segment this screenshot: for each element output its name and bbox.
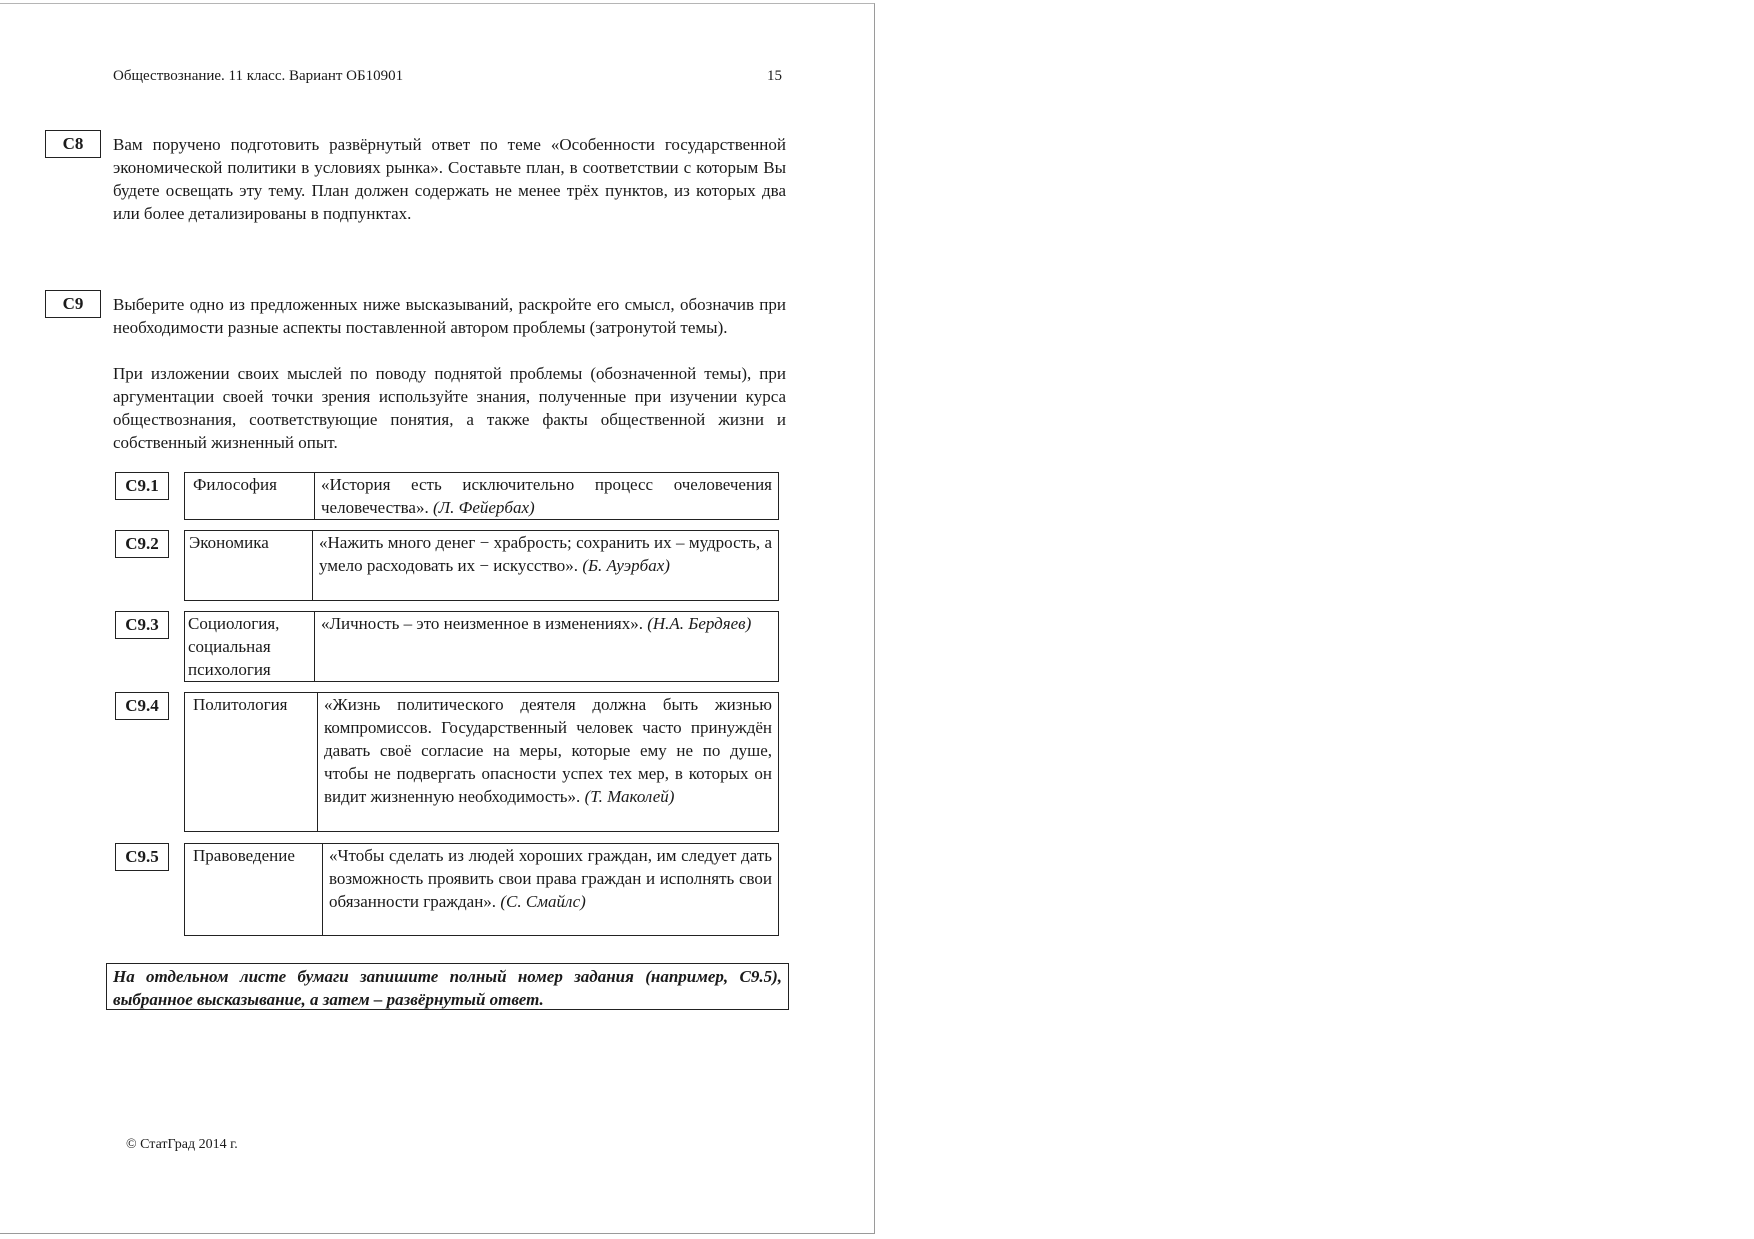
task-label-c8: С8: [45, 130, 101, 158]
task-c9-requirements: При изложении своих мыслей по поводу поднятой проблемы (обозначенной темы), при аргументации своей точки зрения используйте знания, полученные при изучении курса обществознания, соответствующие понятия, а также факты общественной жизни и собственный жизненный опыт.: [113, 364, 786, 452]
sub-task-label: С9.5: [115, 843, 169, 871]
task-c8-text: Вам поручено подготовить развёрнутый ответ по теме «Особенности государственной экономической политики в условиях рынка». Составьте план, в соответствии с которым Вы будете освещать эту тему. План должен содержать не менее трёх пунктов, из которых два или более детализированы в подпунктах.: [113, 135, 786, 223]
quote-row-c9-2: [184, 530, 779, 601]
quote-subject: Политология: [185, 693, 318, 831]
task-label-c9: С9: [45, 290, 101, 318]
page-header-title: Обществознание. 11 класс. Вариант ОБ10901: [113, 68, 404, 84]
quote-row-c9-5: [184, 843, 779, 936]
quote-subject: Правоведение: [185, 844, 323, 935]
quote-subject: Социология, социальная психология: [185, 612, 315, 681]
sub-task-label: С9.1: [115, 472, 169, 500]
copyright-footer: © СтатГрад 2014 г.: [126, 1137, 238, 1152]
quote-author: (Н.А. Бердяев): [647, 614, 752, 633]
sub-task-label: С9.3: [115, 611, 169, 639]
quote-text: «Жизнь политического деятеля должна быть жизнью компромиссов. Государственный человек часто принуждён давать своё согласие на меры, которые ему не по душе, чтобы не подвергать опасности успех тех мер, в которых он видит жизненную необходимость». (Т. Маколей): [324, 695, 772, 806]
quote-row-c9-4: [184, 692, 779, 832]
quote-subject: Экономика: [185, 531, 313, 600]
quote-text: «Чтобы сделать из людей хороших граждан, им следует дать возможность проявить свои права граждан и исполнять свои обязанности граждан». (С. Смайлс): [329, 846, 772, 911]
answer-instruction-note: На отдельном листе бумаги запишите полный номер задания (например, С9.5), выбранное высказывание, а затем – развёрнутый ответ.: [106, 963, 789, 1010]
sub-task-label: С9.2: [115, 530, 169, 558]
quote-row-c9-1: [184, 472, 779, 520]
sub-task-label: С9.4: [115, 692, 169, 720]
quote-subject: Философия: [185, 473, 315, 519]
quote-text: «История есть исключительно процесс очеловечения человечества». (Л. Фейербах): [321, 475, 772, 517]
quote-text: «Нажить много денег − храбрость; сохранить их – мудрость, а умело расходовать их − искусство». (Б. Ауэрбах): [319, 533, 772, 575]
page-number: 15: [767, 68, 782, 84]
quote-row-c9-3: [184, 611, 779, 682]
quote-text: «Личность – это неизменное в изменениях». (Н.А. Бердяев): [321, 614, 752, 633]
quote-author: (С. Смайлс): [500, 892, 586, 911]
quote-author: (Б. Ауэрбах): [582, 556, 670, 575]
quote-author: (Т. Маколей): [584, 787, 675, 806]
quote-author: (Л. Фейербах): [432, 498, 535, 517]
task-c9-instructions: Выберите одно из предложенных ниже высказываний, раскройте его смысл, обозначив при необходимости разные аспекты поставленной автором проблемы (затронутой темы).: [113, 295, 786, 337]
